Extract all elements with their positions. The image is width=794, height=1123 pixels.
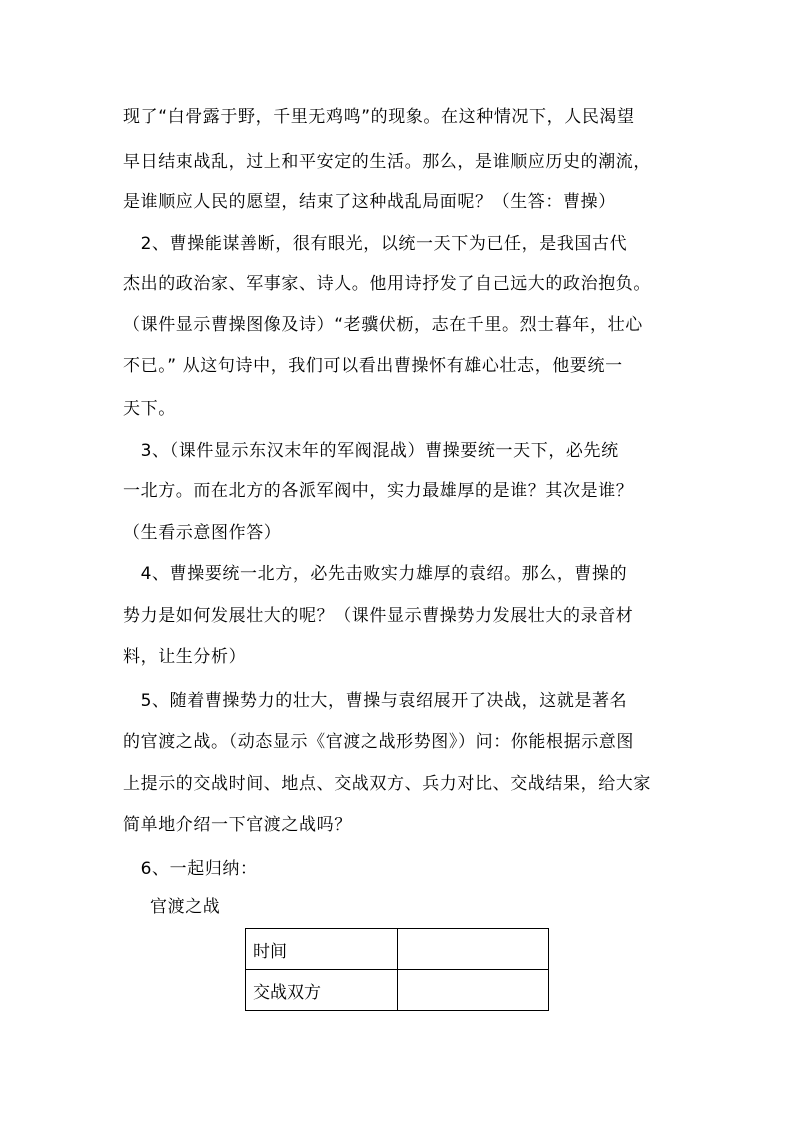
table-cell-label: 时间 bbox=[246, 929, 398, 970]
summary-heading: 官渡之战 bbox=[150, 897, 221, 917]
summary-table bbox=[245, 928, 549, 1011]
text-line: 4、曹操要统一北方，必先击败实力雄厚的袁绍。那么，曹操的 bbox=[123, 564, 628, 584]
table-row bbox=[246, 970, 549, 1011]
text-line: （课件显示曹操图像及诗）“老骥伏枥，志在千里。烈士暮年，壮心 bbox=[123, 315, 643, 335]
text-line: 5、随着曹操势力的壮大，曹操与袁绍展开了决战，这就是著名 bbox=[123, 691, 628, 711]
table-row bbox=[246, 929, 549, 970]
text-line: 的官渡之战。（动态显示《官渡之战形势图》）问：你能根据示意图 bbox=[123, 732, 634, 752]
text-line: 势力是如何发展壮大的呢？（课件显示曹操势力发展壮大的录音材 bbox=[123, 606, 634, 626]
text-line: 早日结束战乱，过上和平安定的生活。那么，是谁顺应历史的潮流， bbox=[123, 152, 651, 172]
text-line: 杰出的政治家、军事家、诗人。他用诗抒发了自己远大的政治抱负。 bbox=[123, 274, 651, 294]
text-line: 一北方。而在北方的各派军阀中，实力最雄厚的是谁？其次是谁？ bbox=[123, 481, 634, 501]
text-line: 3、（课件显示东汉末年的军阀混战）曹操要统一天下，必先统 bbox=[123, 441, 619, 461]
table-cell-value bbox=[397, 970, 548, 1011]
text-line: （生看示意图作答） bbox=[123, 523, 282, 543]
table-cell-label: 交战双方 bbox=[246, 970, 398, 1011]
text-line: 不已。” 从这句诗中，我们可以看出曹操怀有雄心壮志，他要统一 bbox=[123, 356, 623, 376]
text-line: 是谁顺应人民的愿望，结束了这种战乱局面呢？（生答：曹操） bbox=[123, 192, 616, 212]
text-line: 现了“白骨露于野，千里无鸡鸣”的现象。在这种情况下，人民渴望 bbox=[123, 107, 635, 127]
table-cell-value bbox=[397, 929, 548, 970]
text-line: 天下。 bbox=[123, 399, 176, 419]
text-line: 料，让生分析） bbox=[123, 647, 247, 667]
text-line: 上提示的交战时间、地点、交战双方、兵力对比、交战结果，给大家 bbox=[123, 774, 651, 794]
text-line: 6、一起归纳： bbox=[123, 859, 258, 879]
text-line: 2、曹操能谋善断，很有眼光，以统一天下为已任，是我国古代 bbox=[123, 234, 628, 254]
text-line: 简单地介绍一下官渡之战吗？ bbox=[123, 815, 352, 835]
